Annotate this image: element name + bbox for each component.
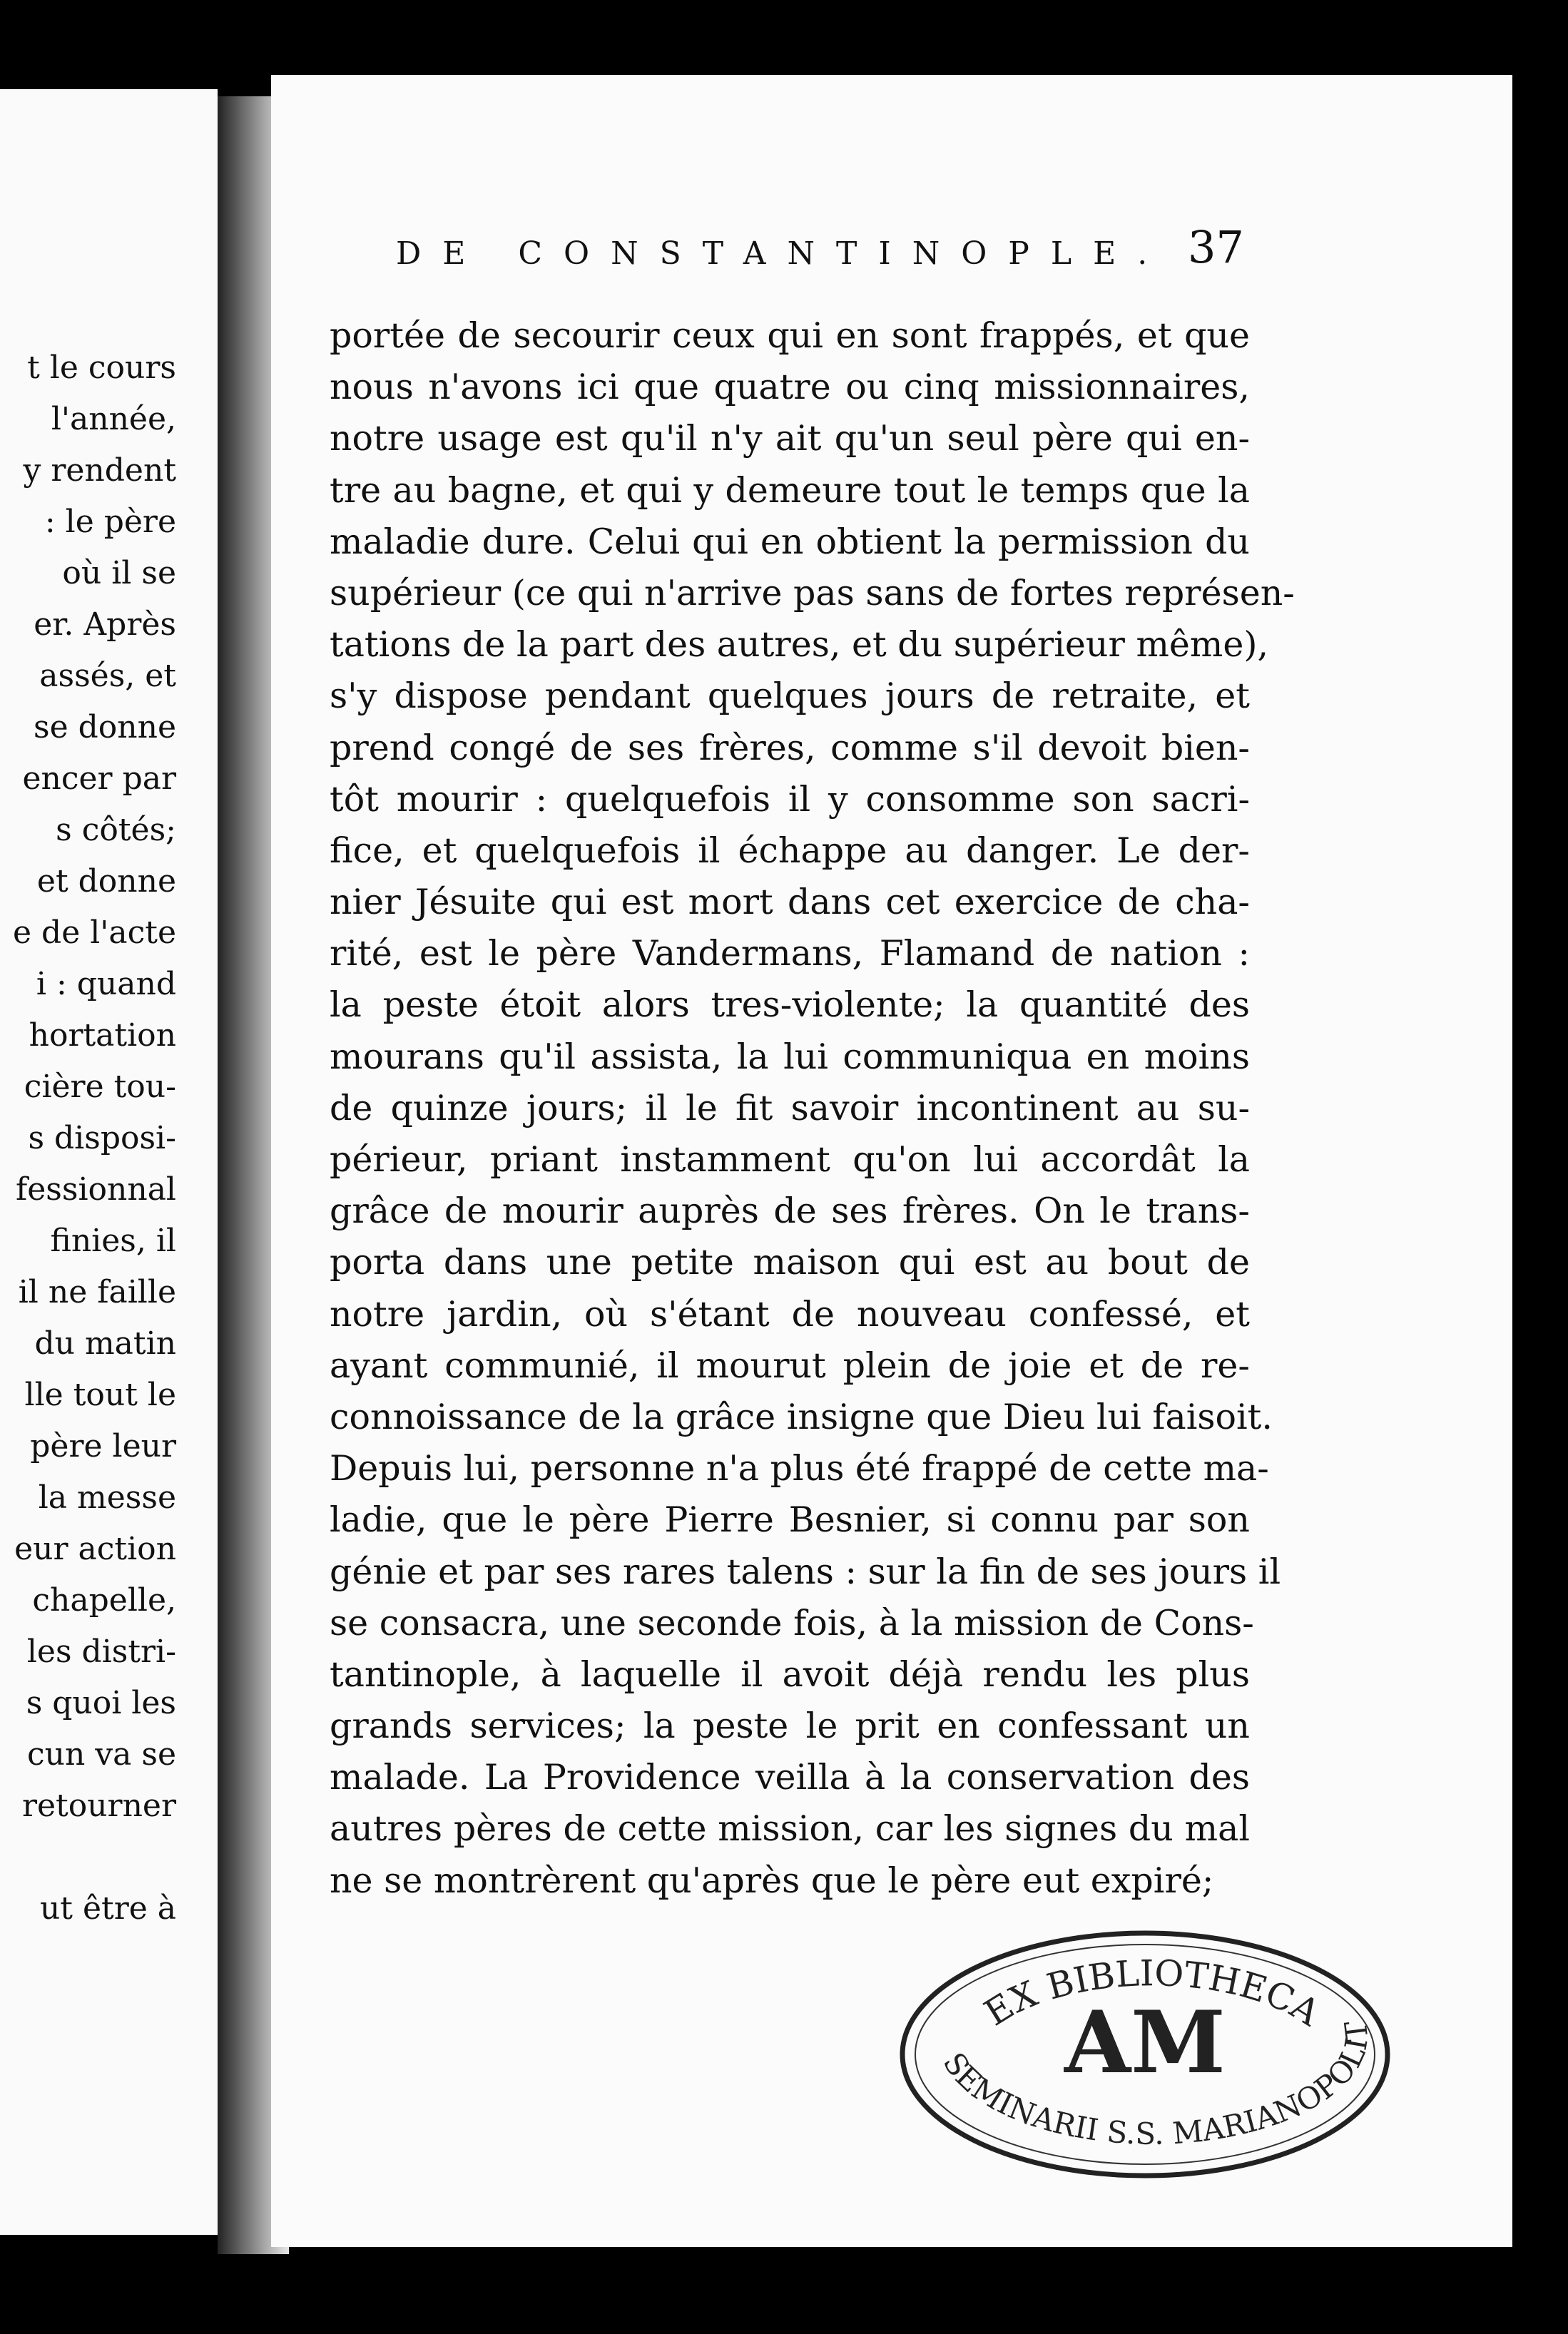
left-line: et donne: [36, 863, 176, 900]
body-line: Depuis lui, personne n'a plus été frappé de cette ma-: [330, 1448, 1269, 1489]
body-line: nier Jésuite qui est mort dans cet exercice de cha-: [330, 882, 1250, 923]
left-line: y rendent: [23, 452, 176, 489]
left-line: assés, et: [39, 658, 176, 694]
body-line: connoissance de la grâce insigne que Dieu lui faisoit.: [330, 1396, 1273, 1437]
body-line: tôt mourir : quelquefois il y consomme son sacri-: [330, 778, 1250, 820]
body-line: autres pères de cette mission, car les signes du mal: [330, 1808, 1250, 1850]
body-line: se consacra, une seconde fois, à la mission de Cons-: [330, 1602, 1254, 1644]
body-line: s'y dispose pendant quelques jours de retraite, et: [330, 676, 1250, 717]
body-line: porta dans une petite maison qui est au bout de: [330, 1242, 1250, 1283]
body-line: nous n'avons ici que quatre ou cinq missionnaires,: [330, 367, 1250, 408]
body-line: prend congé de ses frères, comme s'il devoit bien-: [330, 727, 1250, 768]
body-line: tations de la part des autres, et du supérieur même),: [330, 624, 1269, 666]
left-line: cière tou-: [24, 1069, 176, 1105]
body-line: notre jardin, où s'étant de nouveau confessé, et: [330, 1293, 1250, 1335]
body-line: de quinze jours; il le fit savoir incontinent au su-: [330, 1087, 1250, 1128]
left-line: cun va se: [27, 1736, 176, 1773]
body-line: rité, est le père Vandermans, Flamand de nation :: [330, 933, 1250, 974]
left-line: du matin: [34, 1325, 176, 1362]
library-stamp: [895, 1926, 1395, 2183]
left-line: ut être à: [39, 1890, 176, 1927]
running-head: DE CONSTANTINOPLE.: [396, 235, 1169, 272]
left-line: lle tout le: [24, 1377, 176, 1413]
body-line: supérieur (ce qui n'arrive pas sans de fortes représen-: [330, 572, 1295, 613]
left-line: s côtés;: [56, 812, 176, 848]
body-line: ayant communié, il mourut plein de joie et de re-: [330, 1345, 1250, 1386]
left-line: e de l'acte: [13, 914, 176, 951]
left-line: eur action: [14, 1531, 176, 1567]
left-line: i : quand: [36, 966, 176, 1002]
body-line: ne se montrèrent qu'après que le père eut expiré;: [330, 1860, 1214, 1901]
body-line: la peste étoit alors tres-violente; la quantité des: [330, 984, 1250, 1026]
left-line: où il se: [62, 555, 176, 591]
page-number: 37: [1188, 221, 1244, 273]
body-line: notre usage est qu'il n'y ait qu'un seul père qui en-: [330, 418, 1250, 459]
body-line: malade. La Providence veilla à la conservation des: [330, 1757, 1250, 1798]
left-line: finies, il: [50, 1223, 176, 1259]
left-line: il ne faille: [18, 1274, 176, 1310]
left-line: s disposi-: [28, 1120, 176, 1156]
body-line: fice, et quelquefois il échappe au danger. Le der-: [330, 830, 1250, 871]
left-line: t le cours: [27, 350, 176, 386]
left-line: encer par: [22, 760, 176, 797]
body-text: [330, 310, 1295, 1907]
left-line: chapelle,: [32, 1582, 176, 1619]
body-line: maladie dure. Celui qui en obtient la permission du: [330, 521, 1250, 562]
body-line: grands services; la peste le prit en confessant un: [330, 1706, 1250, 1747]
stamp-bottom-text: SEMINARII S.S. MARIANOPOLIT: [936, 2019, 1375, 2151]
left-page-text: [13, 342, 176, 1935]
stamp-monogram: AM: [1064, 1992, 1226, 2093]
left-line: père leur: [30, 1428, 176, 1464]
body-line: périeur, priant instamment qu'on lui accordât la: [330, 1139, 1250, 1180]
body-line: mourans qu'il assista, la lui communiqua en moins: [330, 1036, 1250, 1077]
left-line: : le père: [44, 504, 176, 540]
left-line: [13, 1832, 176, 1883]
left-line: l'année,: [51, 401, 176, 437]
body-line: ladie, que le père Pierre Besnier, si connu par son: [330, 1499, 1250, 1541]
left-line: retourner: [21, 1788, 176, 1824]
left-line: les distri-: [26, 1634, 176, 1670]
left-line: fessionnal: [15, 1171, 176, 1208]
left-line: la messe: [38, 1479, 176, 1516]
left-line: s quoi les: [26, 1685, 176, 1721]
body-line: portée de secourir ceux qui en sont frappés, et que: [330, 315, 1250, 356]
body-line: génie et par ses rares talens : sur la fin de ses jours il: [330, 1551, 1281, 1592]
left-line: hortation: [29, 1017, 176, 1054]
stamp-top-text: EX BIBLIOTHECA: [977, 1952, 1328, 2034]
left-line: er. Après: [34, 606, 176, 643]
body-line: grâce de mourir auprès de ses frères. On le trans-: [330, 1191, 1250, 1232]
left-line: se donne: [34, 709, 176, 745]
body-line: tre au bagne, et qui y demeure tout le temps que la: [330, 469, 1250, 511]
body-line: tantinople, à laquelle il avoit déjà rendu les plus: [330, 1653, 1250, 1695]
left-page: [0, 89, 218, 2235]
